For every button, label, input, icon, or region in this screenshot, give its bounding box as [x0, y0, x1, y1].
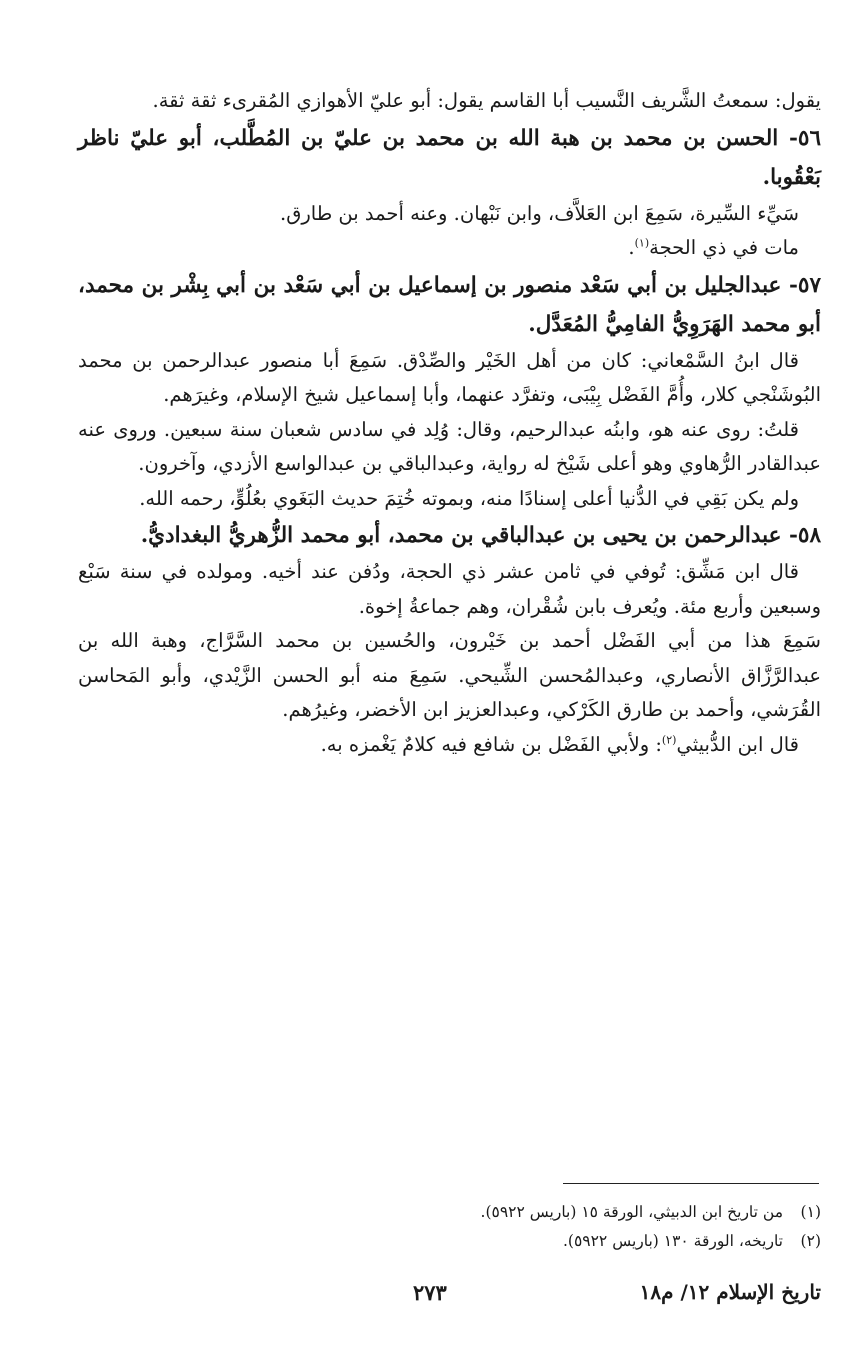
death-note-end: . — [628, 236, 635, 259]
footnote-text: من تاريخ ابن الدبيثي، الورقة ١٥ (باريس ٥٩٢٢). — [480, 1203, 783, 1221]
paragraph-entry-56-b — [78, 231, 821, 266]
footnote-1 — [78, 1198, 821, 1227]
footnote-marker-1: (١) — [634, 236, 650, 250]
paragraph-entry-57-b: قلتُ: روى عنه هو، وابنُه عبدالرحيم، وقال: وُلِد في سادس شعبان سنة سبعين. وروى عنه عبدالقادر الرُّهاوي وهو أعلى شَيْخ له رواية، وعبدالباقي بن عبدالواسع الأزدي، وآخرون. — [78, 417, 821, 475]
entry-heading-57: ٥٧- عبدالجليل بن أبي سَعْد منصور بن إسماعيل بن أبي سَعْد بن أبي بِشْر بن محمد، أبو محمد الهَرَوِيُّ الفامِيُّ المُعَدَّل. — [78, 272, 821, 337]
footnote-number: (٢) — [800, 1232, 821, 1250]
paragraph-entry-57-a: قال ابنُ السَّمْعاني: كان من أهل الخَيْر والصِّدْق. سَمِعَ أبا منصور عبدالرحمن بن محمد البُوشَنْجي كلار، وأُمَّ الفَضْل بِيْبَى، وتفرَّد عنهما، وأبا إسماعيل شيخ الإسلام، وغيرَهم. — [78, 348, 821, 406]
quote-attribution: قال ابن الدُّبيثي — [676, 732, 799, 756]
paragraph-entry-57-c: ولم يكن بَقِي في الدُّنيا أعلى إسنادًا منه، وبموته خُتِمَ حديث البَغَوي بعُلُوٍّ، رحمه الله. — [139, 486, 799, 510]
entry-heading-58: ٥٨- عبدالرحمن بن يحيى بن عبدالباقي بن محمد، أبو محمد الزُّهريُّ البغداديُّ. — [140, 523, 821, 548]
paragraph-entry-58-a: قال ابن مَشِّق: تُوفي في ثامن عشر ذي الحجة، ودُفن عند أخيه. ومولده في سنة سَبْع وسبعين وأربع مئة. ويُعرف بابن شُقْران، وهم جماعةُ إخوة. — [78, 560, 821, 618]
footnote-marker-2: (٢) — [661, 733, 677, 746]
footnote-2 — [78, 1227, 821, 1256]
page-number: ٢٧٣ — [413, 1280, 447, 1305]
footnotes — [78, 1198, 821, 1256]
paragraph-entry-58-b: سَمِعَ هذا من أبي الفَضْل أحمد بن خَيْرون، والحُسين بن محمد السَّرَّاج، وهبة الله بن عبدالرَّزَّاق الأنصاري، وعبدالمُحسن الشِّيحي. سَمِعَ منه أبو الحسن الزَّيْدي، وأبو المَحاسن القُرَشي، وأحمد بن طارق الكَرْكي، وعبدالعزيز ابن الأخضر، وغيرُهم. — [78, 629, 821, 721]
page-body — [78, 84, 821, 762]
running-head: تاريخ الإسلام ١٢/ م١٨ — [639, 1280, 821, 1304]
footnote-text: تاريخه، الورقة ١٣٠ (باريس ٥٩٢٢). — [562, 1232, 783, 1250]
paragraph-entry-58-c — [78, 728, 821, 763]
page-footer — [28, 1280, 821, 1320]
quote-text: : ولأبي الفَضْل بن شافع فيه كلامٌ يَغْمزه به. — [320, 732, 662, 756]
entry-heading-56: ٥٦- الحسن بن محمد بن هبة الله بن محمد بن عليّ بن المُطَّلب، أبو عليّ ناظر بَعْقُوبا. — [78, 125, 821, 190]
death-note-text: مات في ذي الحجة — [649, 236, 799, 259]
footnote-divider — [563, 1183, 819, 1184]
paragraph-continuation: يقول: سمعتُ الشَّريف النَّسيب أبا القاسم يقول: أبو عليّ الأهوازي المُقرىء ثقة ثقة. — [152, 89, 821, 112]
paragraph-entry-56-a: سَيِّء السِّيرة، سَمِعَ ابن العَلاَّف، وابن نَبْهان. وعنه أحمد بن طارق. — [280, 201, 799, 225]
footnote-number: (١) — [800, 1203, 821, 1221]
